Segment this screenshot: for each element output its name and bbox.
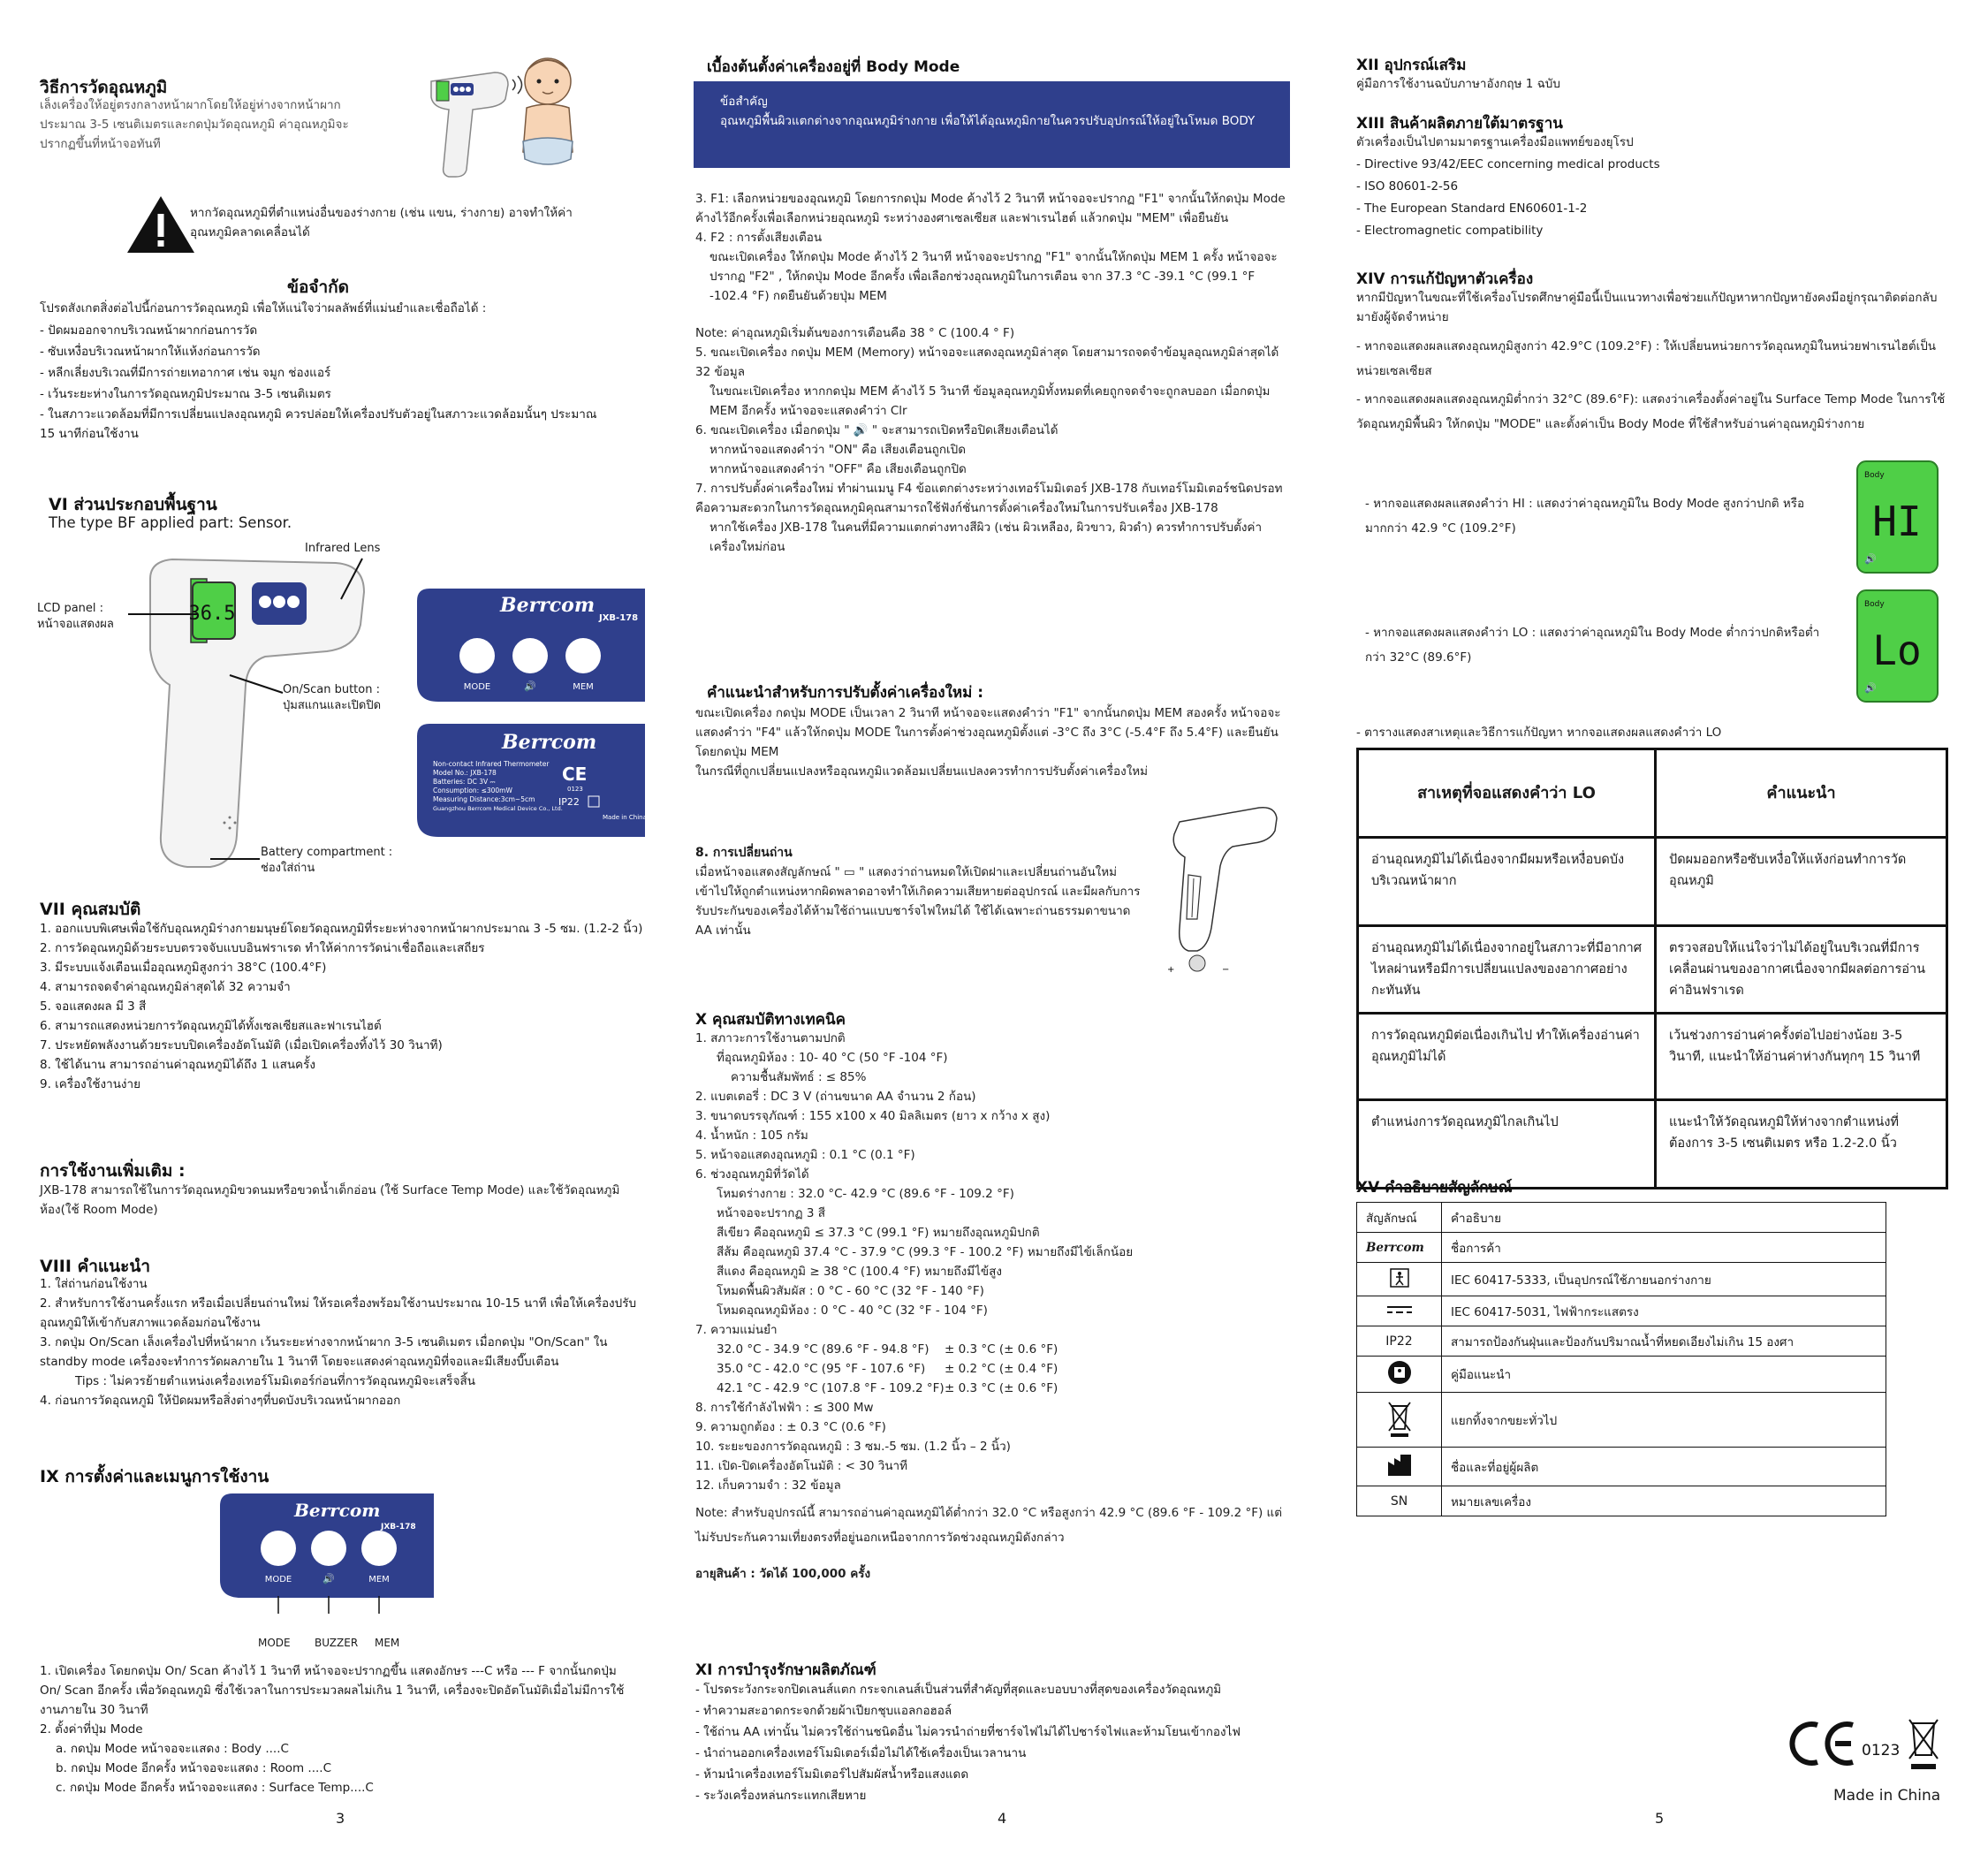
standards-list	[1356, 154, 1660, 242]
warning-icon	[125, 194, 196, 255]
svg-text:MEM: MEM	[368, 1575, 390, 1585]
svg-text:Batteries: DC 3V ⎓: Batteries: DC 3V ⎓	[433, 778, 496, 786]
symbol-table	[1356, 1202, 1886, 1516]
brand-logo: Berrcom	[294, 1500, 381, 1521]
list-item: - เว้นระยะห่างในการวัดอุณหภูมิประมาณ 3-5 เซนติเมตร	[40, 387, 331, 401]
svg-text:JXB-178: JXB-178	[381, 1523, 416, 1531]
ce-weee-marks	[1789, 1714, 1948, 1776]
page-5-column	[1356, 0, 1953, 1862]
list-item: 5. จอแสดงผล มี 3 สี	[40, 999, 147, 1014]
list-item: 8. ใช้ได้นาน สามารถอ่านค่าอุณหภูมิได้ถึง 1 แสนครั้ง	[40, 1058, 315, 1072]
xv-title: XV คำอธิบายสัญลักษณ์	[1356, 1179, 1513, 1197]
important-note-box	[694, 81, 1290, 168]
lo-text: - หากจอแสดงผลแสดงคำว่า LO : แสดงว่าค่าอุณหภูมิใน Body Mode ต่ำกว่าปกติหรือต่ำกว่า 32°C (89.6°F)	[1365, 626, 1820, 665]
reset-text-2: ในกรณีที่ถูกเปลี่ยนแปลงหรืออุณหภูมิแวดล้อมเปลี่ยนแปลงควรทำการปรับตั้งค่าเครื่องใหม่	[695, 764, 1149, 779]
list-item: - ISO 80601-2-56	[1356, 179, 1459, 194]
svg-text:Consumption: ≤300mW: Consumption: ≤300mW	[433, 787, 512, 794]
mode-label: MODE	[463, 682, 491, 692]
spec-label	[414, 720, 652, 840]
button-panel-diagram	[216, 1492, 437, 1601]
ce-number: 0123	[1862, 1742, 1901, 1759]
plus-symbol: +	[1167, 965, 1175, 975]
list-item: 2. การวัดอุณหภูมิด้วยระบบตรวจจับแบบอินฟราเรด ทำให้ค่าการวัดน่าเชื่อถือและเสถียร	[40, 941, 485, 955]
table-row: แยกทิ้งจากขยะทั่วไป	[1357, 1393, 1886, 1448]
vii-title: VII คุณสมบัติ	[40, 900, 141, 919]
ce-mark: CE	[562, 764, 588, 785]
speaker-icon: 🔊	[322, 1573, 335, 1585]
lcd-hi-text: HI	[1872, 498, 1922, 545]
thermometer-diagram	[133, 552, 371, 879]
lcd-lo-text: Lo	[1872, 627, 1922, 674]
page-number: 3	[336, 1810, 345, 1827]
list-item: - ในสภาวะแวดล้อมที่มีการเปลี่ยนแปลงอุณหภูมิ ควรปล่อยให้เครื่องปรับตัวอยู่ในสภาวะแวดล้อมนั้นๆ ประมาณ 15 นาทีก่อนใช้งาน	[40, 407, 597, 441]
list-item: 9. เครื่องใช้งานง่าย	[40, 1077, 141, 1091]
svg-text:Body: Body	[1864, 471, 1885, 480]
table-row: 32.0 °C - 34.9 °C (89.6 °F - 94.8 °F) ± 0.3 °C (± 0.6 °F)	[717, 1342, 1058, 1357]
table-row: ชื่อและที่อยู่ผู้ผลิต	[1357, 1448, 1886, 1486]
callout-line	[336, 557, 371, 601]
button-leader-lines	[256, 1596, 468, 1623]
table-row: คู่มือแนะนำ	[1357, 1357, 1886, 1393]
on-scan-label: On/Scan button : ปุ่มสแกนและเปิดปิด	[283, 683, 382, 712]
speaker-icon: 🔊	[524, 680, 536, 692]
speaker-icon: 🔊	[1864, 682, 1877, 694]
svg-text:Body: Body	[1864, 600, 1885, 609]
table-caption: - ตารางแสดงสาเหตุและวิธีการแก้ปัญหา หากจอแสดงผลแสดงคำว่า LO	[1356, 726, 1722, 740]
lcd-panel-label: LCD panel : หน้าจอแสดงผล	[37, 602, 114, 631]
table-row: SN หมายเลขเครื่อง	[1357, 1486, 1886, 1516]
table-row: อ่านอุณหภูมิไม่ได้เนื่องจากมีผมหรือเหงื่อบดบังบริเวณหน้าผาก ปัดผมออกหรือซับเหงื่อให้แห้งก่อนทำการวัดอุณหภูมิ	[1358, 838, 1947, 926]
column-header: สาเหตุที่จอแสดงคำว่า LO	[1358, 749, 1656, 838]
list-item: Tips : ไม่ควรย้ายตำแหน่งเครื่องเทอร์โมมิเตอร์ก่อนที่การวัดอุณหภูมิจะเสร็จสิ้น	[75, 1374, 476, 1388]
list-item: - โปรดระวังกระจกปิดเลนส์แตก กระจกเลนส์เป็นส่วนที่สำคัญที่สุดและบอบบางที่สุดของเครื่องวัดอุณหภูมิ	[695, 1683, 1222, 1697]
infrared-lens-label: Infrared Lens	[305, 542, 381, 555]
maintenance-list	[695, 1679, 1287, 1806]
product-life: อายุสินค้า : วัดได้ 100,000 ครั้ง	[695, 1567, 871, 1581]
reset-text: ขณะเปิดเครื่อง กดปุ่ม MODE เป็นเวลา 2 วินาที หน้าจอจะแสดงคำว่า "F1" จากนั้นกดปุ่ม MEM สองครั้ง หน้าจอจะแสดงคำว่า "F4" แล้วให้กดปุ่ม MODE ในการตั้งค่าช่วงอุณหภูมิตั้งแต่ -3°C ถึง 3°C (-5.4°F ถึง 5.4°F) และยืนยันโดยกดปุ่ม MEM	[695, 706, 1281, 759]
baby-measurement-illustration	[424, 46, 574, 179]
brand-logo: Berrcom	[1357, 1233, 1442, 1263]
xiii-text: ตัวเครื่องเป็นไปตามมาตรฐานเครื่องมือแพทย์ของยุโรป	[1356, 135, 1634, 149]
list-item: 7. ประหยัดพลังงานด้วยระบบปิดเครื่องอัตโนมัติ (เมื่อเปิดเครื่องทิ้งไว้ 30 วินาที)	[40, 1038, 443, 1053]
mem-label: MEM	[573, 682, 594, 692]
table-row: 35.0 °C - 42.0 °C (95 °F - 107.6 °F) ± 0.2 °C (± 0.4 °F)	[717, 1362, 1058, 1376]
list-item: a. กดปุ่ม Mode หน้าจอจะแสดง : Body ....C	[56, 1742, 289, 1756]
accuracy-table	[717, 1340, 1058, 1398]
mem-label: MEM	[375, 1637, 400, 1649]
button-panel-label	[414, 585, 652, 705]
minus-symbol: −	[1222, 965, 1230, 975]
limits-list	[40, 320, 614, 444]
measure-title: วิธีการวัดอุณหภูมิ	[40, 78, 168, 97]
table-row: 42.1 °C - 42.9 °C (107.8 °F - 109.2 °F) ± 0.3 °C (± 0.6 °F)	[717, 1381, 1058, 1395]
x-title: X คุณสมบัติทางเทคนิค	[695, 1011, 846, 1029]
lcd-hi-display	[1855, 460, 1939, 574]
list-item: - หลีกเลี่ยงบริเวณที่มีการถ่ายเทอากาศ เช่น จมูก ช่องแอร์	[40, 366, 331, 380]
limits-title: ข้อจำกัด	[286, 277, 350, 297]
weee-bin-icon	[1386, 1399, 1413, 1438]
settings-list	[40, 1661, 641, 1797]
list-item: 4. ก่อนการวัดอุณหภูมิ ให้ปัดผมหรือสิ่งต่างๆที่บดบังบริเวณหน้าผากออก	[40, 1394, 401, 1408]
list-item: - ปัดผมออกจากบริเวณหน้าผากก่อนการวัด	[40, 323, 258, 338]
list-item: 3. มีระบบแจ้งเตือนเมื่ออุณหภูมิสูงกว่า 38°C (100.4°F)	[40, 961, 327, 975]
list-item: - Directive 93/42/EEC concerning medical products	[1356, 157, 1660, 171]
callout-line	[228, 672, 285, 698]
note-head: ข้อสำคัญ	[720, 95, 768, 109]
table-row: Berrcom ชื่อการค้า	[1357, 1233, 1886, 1263]
svg-text:Made in China: Made in China	[603, 814, 647, 821]
list-item: - ซับเหงื่อบริเวณหน้าผากให้แห้งก่อนการวัด	[40, 345, 261, 359]
lcd-value: 36.5	[188, 603, 236, 625]
table-row: การวัดอุณหภูมิต่อเนื่องเกินไป ทำให้เครื่องอ่านค่าอุณหภูมิไม่ได้ เว้นช่วงการอ่านค่าครั้งต่อไปอย่างน้อย 3-5 วินาที, แนะนำให้อ่านค่าห่างกันทุกๆ 15 วินาที	[1358, 1014, 1947, 1100]
instructions-list	[40, 1274, 645, 1410]
limits-intro: โปรดสังเกตสิ่งต่อไปนี้ก่อนการวัดอุณหภูมิ เพื่อให้แน่ใจว่าผลลัพธ์ที่แม่นยำและเชื่อถือได้ :	[40, 301, 487, 315]
svg-text:Model No.: JXB-178: Model No.: JXB-178	[433, 769, 497, 777]
page-4-column	[694, 0, 1294, 1862]
table-row: ตำแหน่งการวัดอุณหภูมิไกลเกินไป แนะนำให้วัดอุณหภูมิให้ห่างจากตำแหน่งที่ต้องการ 3-5 เซนติเมตร หรือ 1.2-2.0 นิ้ว	[1358, 1100, 1947, 1189]
made-in-china: Made in China	[1833, 1787, 1941, 1805]
list-item: c. กดปุ่ม Mode อีกครั้ง หน้าจอจะแสดง : Surface Temp....C	[56, 1781, 374, 1795]
list-item: - The European Standard EN60601-1-2	[1356, 201, 1588, 216]
reset-title: คำแนะนำสำหรับการปรับตั้งค่าเครื่องใหม่ :	[707, 684, 984, 702]
list-item: 2. ตั้งค่าที่ปุ่ม Mode	[40, 1722, 143, 1737]
table-row: IP22 สามารถป้องกันฝุ่นและป้องกันปริมาณน้ำที่หยดเอียงไม่เกิน 15 องศา	[1357, 1326, 1886, 1357]
table-header-row: สัญลักษณ์ คำอธิบาย	[1357, 1203, 1886, 1233]
model-code: JXB-178	[599, 613, 639, 623]
svg-text:Measuring Distance:3cm~5cm: Measuring Distance:3cm~5cm	[433, 795, 535, 803]
battery-door-illustration	[1162, 795, 1286, 981]
list-item: - ทำความสะอาดกระจกด้วยผ้าเปียกชุบแอลกอฮอล์	[695, 1704, 952, 1718]
bf-applied-part-icon	[1390, 1268, 1409, 1288]
note-text: อุณหภูมิพื้นผิวแตกต่างจากอุณหภูมิร่างกาย เพื่อให้ได้อุณหภูมิกายในควรปรับอุปกรณ์ให้อยู่ในโหมด BODY	[720, 114, 1256, 128]
brand-logo: Berrcom	[502, 731, 597, 754]
mode-label: MODE	[258, 1637, 291, 1649]
manual-icon	[1387, 1360, 1412, 1385]
troubleshooting-table	[1356, 748, 1948, 1189]
measure-text: เล็งเครื่องให้อยู่ตรงกลางหน้าผากโดยให้อยู่ห่างจากหน้าผากประมาณ 3-5 เซนติเมตรและกดปุ่มวัดอุณหภูมิ ค่าอุณหภูมิจะปรากฏขึ้นที่หน้าจอทันที	[40, 98, 349, 151]
speaker-icon: 🔊	[1864, 553, 1877, 565]
brand-logo: Berrcom	[500, 594, 596, 617]
list-item: 1. ใส่ถ่านก่อนใช้งาน	[40, 1277, 148, 1291]
battery-label: Battery compartment : ช่องใส่ถ่าน	[261, 846, 393, 875]
xiii-title: XIII สินค้าผลิตภายใต้มาตรฐาน	[1356, 115, 1563, 133]
svg-text:Guangzhou Berrcom Medical Devi: Guangzhou Berrcom Medical Device Co., Ltd.	[433, 805, 563, 812]
list-item: - Electromagnetic compatibility	[1356, 224, 1544, 238]
battery-title: 8. การเปลี่ยนถ่าน	[695, 846, 793, 860]
list-item: - นำถ่านออกเครื่องเทอร์โมมิเตอร์เมื่อไม่ได้ใช้เครื่องเป็นเวลานาน	[695, 1746, 1027, 1760]
list-item: 3. กดปุ่ม On/Scan เล็งเครื่องไปที่หน้าผาก เว้นระยะห่างจากหน้าผาก 3-5 เซนติเมตร เมื่อกดปุ่ม "On/Scan" ใน standby mode เครื่องจะทำการวัดผลภายใน 1 วินาที โดยจะแสดงค่าอุณหภูมิที่จอและมีเสียงบี๊บเตือน	[40, 1335, 608, 1369]
vi-subtitle: The type BF applied part: Sensor.	[49, 514, 292, 531]
ix-title: IX การตั้งค่าและเมนูการใช้งาน	[40, 1467, 269, 1486]
table-row: อ่านอุณหภูมิไม่ได้เนื่องจากอยู่ในสภาวะที่มีอากาศไหลผ่านหรือมีการเปลี่ยนแปลงของอากาศอย่างกะทันหัน ตรวจสอบให้แน่ใจว่าไม่ได้อยู่ในบริเวณที่มีการเคลื่อนผ่านของอากาศเนื่องจากมีผลต่อการอ่านค่าอินฟราเรด	[1358, 926, 1947, 1014]
list-item: 1. เปิดเครื่อง โดยกดปุ่ม On/ Scan ค้างไว้ 1 วินาที หน้าจอจะปรากฏขึ้น แสดงอักษร ---C หรือ --- F จากนั้นกดปุ่ม On/ Scan อีกครั้ง เพื่อวัดอุณหภูมิ ซึ่งใช้เวลาในการประมวลผลไม่เกิน 1 วินาที, เครื่องจะปิดอัตโนมัติเมื่อไม่มีการใช้งานภายใน 30 วินาที	[40, 1664, 625, 1717]
list-item: b. กดปุ่ม Mode อีกครั้ง หน้าจอจะแสดง : Room ....C	[56, 1761, 332, 1775]
page-number: 5	[1655, 1810, 1665, 1827]
callout-line	[209, 848, 262, 866]
tech-note: Note: สำหรับอุปกรณ์นี้ สามารถอ่านค่าอุณหภูมิได้ต่ำกว่า 32.0 °C หรือสูงกว่า 42.9 °C (89.6 °F - 109.2 °F) แต่ไม่รับประกันความเที่ยงตรงที่อยู่นอกเหนือจากการวัดช่วงอุณหภูมิดังกล่าว	[695, 1506, 1283, 1545]
xiv-list: - หากจอแสดงผลแสดงอุณหภูมิสูงกว่า 42.9°C (109.2°F) : ให้เปลี่ยนหน่วยการวัดอุณหภูมิในหน่วยฟาเรนไฮต์เป็นหน่วยเซลเซียส - หากจอแสดงผลแสดงอุณหภูมิต่ำกว่า 32°C (89.6°F): แสดงว่าเครื่องตั้งค่าอยู่ใน Surface Temp Mode ในการใช้วัดอุณหภูมิพื้นผิว ให้กดปุ่ม "MODE" และตั้งค่าเป็น Body Mode ที่ใช้สำหรับอ่านค่าอุณหภูมิร่างกาย	[1356, 339, 1946, 431]
xiv-text: หากมีปัญหาในขณะที่ใช้เครื่องโปรดศึกษาคู่มือนี้เป็นแนวทางเพื่อช่วยแก้ปัญหาหากปัญหายังคงมีอยู่กรุณาติดต่อกลับมายังผู้จัดจำหน่าย	[1356, 291, 1938, 324]
list-item: 6. สามารถแสดงหน่วยการวัดอุณหภูมิได้ทั้งเซลเซียสและฟาเรนไฮต์	[40, 1019, 382, 1033]
xi-title: XI การบำรุงรักษาผลิตภัณฑ์	[695, 1661, 876, 1679]
manufacturer-icon	[1386, 1453, 1413, 1478]
extra-use-text: JXB-178 สามารถใช้ในการวัดอุณหภูมิขวดนมหรือขวดน้ำเด็กอ่อน (ใช้ Surface Temp Mode) และใช้วัดอุณหภูมิห้อง(ใช้ Room Mode)	[40, 1183, 620, 1217]
list-item: 4. สามารถจดจำค่าอุณหภูมิล่าสุดได้ 32 ความจำ	[40, 980, 291, 994]
table-row: IEC 60417-5031, ไฟฟ้ากระแสตรง	[1357, 1296, 1886, 1326]
features-list	[40, 919, 649, 1094]
xiv-title: XIV การแก้ปัญหาตัวเครื่อง	[1356, 270, 1534, 288]
xii-text: คู่มือการใช้งานฉบับภาษาอังกฤษ 1 ฉบับ	[1356, 77, 1560, 91]
svg-text:0123: 0123	[567, 786, 583, 793]
vi-title: VI ส่วนประกอบพื้นฐาน	[49, 495, 217, 514]
dc-current-icon	[1386, 1303, 1413, 1316]
list-item: - ห้ามนำเครื่องเทอร์โมมิเตอร์ไปสัมผัสน้ำหรือแสงแดด	[695, 1767, 969, 1782]
tech-spec-list: 1. สภาวะการใช้งานตามปกติ ที่อุณหภูมิห้อง : 10- 40 °C (50 °F -104 °F) ความชื้นสัมพัทธ์ : ≤ 85% 2. แบตเตอรี่ : DC 3 V (ถ่านขนาด AA จำนวน 2 ก้อน) 3. ขนาดบรรจุภัณฑ์ : 155 x100 x 40 มิลลิเมตร (ยาว x กว้าง x สูง) 4. น้ำหนัก : 105 กรัม 5. หน้าจอแสดงอุณหภูมิ : 0.1 °C (0.1 °F) 6. ช่วงอุณหภูมิที่วัดได้ โหมดร่างกาย : 32.0 °C- 42.9 °C (89.6 °F - 109.2 °F) หน้าจอจะปรากฏ 3 สี สีเขียว คืออุณหภูมิ ≤ 37.3 °C (99.1 °F) หมายถึงอุณหภูมิปกติ สีส้ม คืออุณหภูมิ 37.4 °C - 37.9 °C (99.3 °F - 100.2 °F) หมายถึงมีไข้เล็กน้อย สีแดง คืออุณหภูมิ ≥ 38 °C (100.4 °F) หมายถึงมีไข้สูง โหมดพื้นผิวสัมผัส : 0 °C - 60 °C (32 °F - 140 °F) โหมดอุณหภูมิห้อง : 0 °C - 40 °C (32 °F - 104 °F) 7. ความแม่นยำ 32.0 °C - 34.9 °C (89.6 °F - 94.8 °F) ± 0.3 °C (± 0.6 °F) 35.0 °C - 42.0 °C (95 °F - 107.6 °F) ± 0.2 °C (± 0.4 °F) 42.1 °C - 42.9 °C (107.8 °F - 109.2 °F) ± 0.3 °C (± 0.6 °F) 8. การใช้กำลังไฟฟ้า : ≤ 300 Mw 9. ความถูกต้อง : ± 0.3 °C (0.6 °F) 10. ระยะของการวัดอุณหภูมิ : 3 ซม.-5 ซม. (1.2 นิ้ว – 2 นิ้ว) 11. เปิด-ปิดเครื่องอัตโนมัติ : < 30 วินาที 12. เก็บความจำ : 32 ข้อมูล Note: สำหรับอุปกรณ์นี้ สามารถอ่านค่าอุณหภูมิได้ต่ำกว่า 32.0 °C หรือสูงกว่า 42.9 °C (89.6 °F - 109.2 °F) แต่ไม่รับประกันความเที่ยงตรงที่อยู่นอกเหนือจากการวัดช่วงอุณหภูมิดังกล่าว อายุสินค้า : วัดได้ 100,000 ครั้ง	[695, 1029, 1287, 1584]
warning-text: หากวัดอุณหภูมิที่ตำแหน่งอื่นของร่างกาย (เช่น แขน, ร่างกาย) อาจทำให้ค่าอุณหภูมิคลาดเคลื่อนได้	[190, 206, 573, 239]
battery-text: เมื่อหน้าจอแสดงสัญลักษณ์ " ▭ " แสดงว่าถ่านหมดให้เปิดฝาและเปลี่ยนถ่านอันใหม่เข้าไปให้ถูกตำแหน่งหากผิดพลาดอาจทำให้เกิดความเสียหายต่ออุปกรณ์ และมีผลกับการรับประกันของเครื่องได้ห้ามใช้ถ่านแบบชาร์จไฟใหม่ได้ ใช้ได้เฉพาะถ่านธรรมดาขนาด AA เท่านั้น	[695, 865, 1141, 938]
hi-text: - หากจอแสดงผลแสดงคำว่า HI : แสดงว่าค่าอุณหภูมิใน Body Mode สูงกว่าปกติ หรือมากกว่า 42.9 °C (109.2°F)	[1365, 497, 1805, 536]
callout-line	[128, 610, 199, 619]
buzzer-label: BUZZER	[315, 1637, 359, 1649]
table-row: IEC 60417-5333, เป็นอุปกรณ์ใช้ภายนอกร่างกาย	[1357, 1263, 1886, 1296]
column-header: คำแนะนำ	[1656, 749, 1947, 838]
sn-symbol: SN	[1357, 1486, 1442, 1516]
ip22-symbol: IP22	[1357, 1326, 1442, 1357]
svg-text:MODE: MODE	[264, 1575, 292, 1585]
table-header-row	[1358, 749, 1947, 838]
page-3-column	[35, 0, 654, 1862]
list-item: 1. ออกแบบพิเศษเพื่อใช้กับอุณหภูมิร่างกายมนุษย์โดยวัดอุณหภูมิที่ระยะห่างจากหน้าผากประมาณ 3 -5 ซม. (1.2-2 นิ้ว)	[40, 922, 643, 936]
body-mode-title: เบื้องต้นตั้งค่าเครื่องอยู่ที่ Body Mode	[707, 58, 960, 76]
list-item: - ระวังเครื่องหล่นกระแทกเสียหาย	[695, 1789, 867, 1803]
xii-title: XII อุปกรณ์เสริม	[1356, 57, 1467, 74]
viii-title: VIII คำแนะนำ	[40, 1257, 151, 1276]
list-item: - ใช้ถ่าน AA เท่านั้น ไม่ควรใช้ถ่านชนิดอื่น ไม่ควรนำถ่ายที่ชาร์จไฟไม่ได้ไปชาร์จไฟและห้ามโยนเข้ากองไฟ	[695, 1725, 1241, 1739]
svg-text:Non-contact Infrared Thermomet: Non-contact Infrared Thermometer	[433, 760, 550, 768]
svg-text:IP22: IP22	[558, 796, 580, 808]
extra-use-title: การใช้งานเพิ่มเติม :	[40, 1161, 186, 1181]
page-number: 4	[998, 1810, 1007, 1827]
function-list: 3. F1: เลือกหน่วยของอุณหภูมิ โดยการกดปุ่ม Mode ค้างไว้ 2 วินาที หน้าจอจะปรากฏ "F1" จากนั้นให้กดปุ่ม Mode ค้างไว้อีกครั้งเพื่อเลือกหน่วยอุณหภูมิ ระหว่างองศาเซลเซียส และฟาเรนไฮต์ แล้วกดปุ่ม "MEM" เพื่อยืนยัน 4. F2 : การตั้งเสียงเตือน ขณะเปิดเครื่อง ให้กดปุ่ม Mode ค้างไว้ 2 วินาที หน้าจอจะปรากฏ "F1" จากนั้นให้กดปุ่ม MEM 1 ครั้ง หน้าจอจะปรากฏ "F2" , ให้กดปุ่ม Mode อีกครั้ง เพื่อเลือกช่วงอุณหภูมิในการเตือน จาก 37.3 °C -39.1 °C (99.1 °F -102.4 °F) กดยืนยันด้วยปุ่ม MEM Note: ค่าอุณหภูมิเริ่มต้นของการเตือนคือ 38 ° C (100.4 ° F) 5. ขณะเปิดเครื่อง กดปุ่ม MEM (Memory) หน้าจอจะแสดงอุณหภูมิล่าสุด โดยสามารถจดจำข้อมูลอุณหภูมิล่าสุดได้ 32 ข้อมูล ในขณะเปิดเครื่อง หากกดปุ่ม MEM ค้างไว้ 5 วินาที ข้อมูลอุณหภูมิทั้งหมดที่เคยถูกจดจำจะถูกลบออก เมื่อกดปุ่ม MEM อีกครั้ง หน้าจอจะแสดงคำว่า Clr 6. ขณะเปิดเครื่อง เมื่อกดปุ่ม " 🔊 " จะสามารถเปิดหรือปิดเสียงเตือนได้ หากหน้าจอแสดงคำว่า "ON" คือ เสียงเตือนถูกเปิด หากหน้าจอแสดงคำว่า "OFF" คือ เสียงเตือนถูกปิด 7. การปรับตั้งค่าเครื่องใหม่ ทำผ่านเมนู F4 ข้อแตกต่างระหว่างเทอร์โมมิเตอร์ JXB-178 กับเทอร์โมมิเตอร์ชนิดปรอทคือความสะดวกในการวัดอุณหภูมิคุณสามารถใช้ฟังก์ชั่นการตั้งค่าเครื่องใหม่ในการปรับเครื่อง JXB-178 หากใช้เครื่อง JXB-178 ในคนที่มีความแตกต่างทางสีผิว (เช่น ผิวเหลือง, ผิวขาว, ผิวดำ) ควรทำการปรับตั้งค่าเครื่องใหม่ก่อน	[695, 192, 1286, 554]
lcd-lo-display	[1855, 589, 1939, 703]
list-item: 2. สำหรับการใช้งานครั้งแรก หรือเมื่อเปลี่ยนถ่านใหม่ ให้รอเครื่องพร้อมใช้งานประมาณ 10-15 นาที เพื่อให้เครื่องปรับอุณหภูมิให้เข้ากับสภาพแวดล้อมก่อนใช้งาน	[40, 1296, 637, 1330]
